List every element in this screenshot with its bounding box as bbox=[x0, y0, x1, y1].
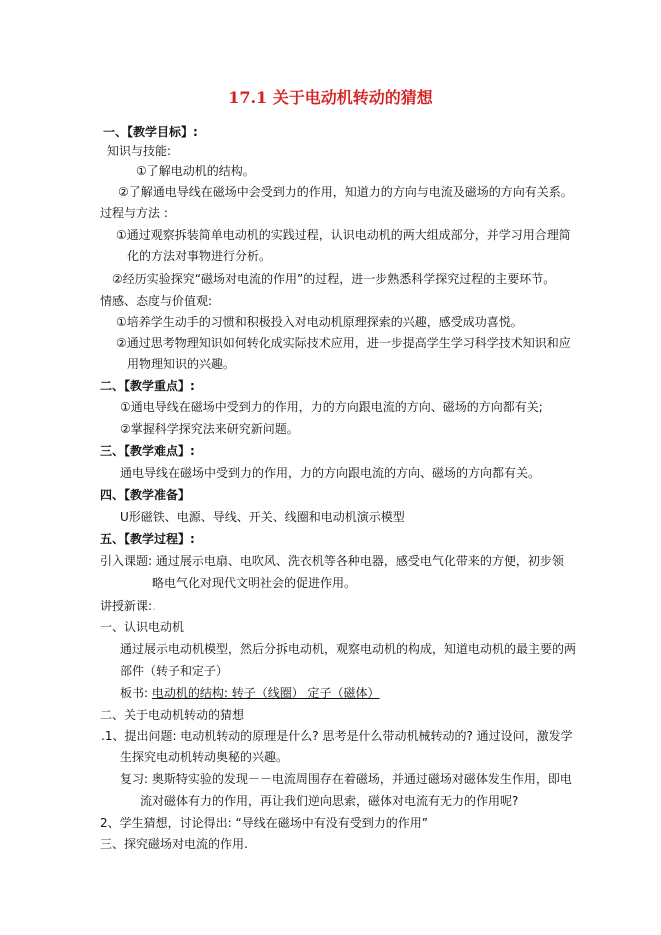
board-text: 电动机的结构: 转子（线圈） 定子（磁体） bbox=[151, 686, 380, 700]
part1-heading: 一、认识电动机 bbox=[100, 620, 185, 634]
new-lesson-dot: . bbox=[152, 599, 156, 613]
part2-heading: 二、关于电动机转动的猜想 bbox=[100, 708, 245, 722]
document-title: 17.1 关于电动机转动的猜想 bbox=[228, 88, 433, 107]
objectives-heading: 一、【教学目标】: bbox=[103, 125, 198, 139]
difficulties-heading: 三、【教学难点】: bbox=[100, 444, 195, 458]
preparation-item-1: U形磁铁、电源、导线、开关、线圈和电动机演示模型 bbox=[120, 510, 405, 524]
process-item-2: ②经历实验探究“磁场对电流的作用”的过程，进一步熟悉科学探究过程的主要环节。 bbox=[112, 272, 556, 286]
key-point-1: ①通电导线在磁场中受到力的作用，力的方向跟电流的方向、磁场的方向都有关; bbox=[120, 400, 543, 414]
process-item-1b: 化的方法对事物进行分析。 bbox=[127, 249, 272, 263]
new-lesson-label bbox=[100, 598, 156, 614]
review-b: 流对磁体有力的作用，再让我们逆向思索，磁体对电流有无力的作用呢? bbox=[140, 794, 519, 808]
emotion-item-2b: 用物理知识的兴趣。 bbox=[127, 357, 236, 371]
review-a: 复习: 奥斯特实验的发现－－电流周围存在着磁场，并通过磁场对磁体发生作用，即电 bbox=[120, 772, 572, 786]
emotion-item-1: ①培养学生动手的习惯和积极投入对电动机原理探索的兴趣，感受成功喜悦。 bbox=[116, 315, 523, 329]
question-2: 2、学生猜想，讨论得出: “导线在磁场中有没有受到力的作用” bbox=[100, 816, 428, 830]
part3-heading: 三、探究磁场对电流的作用. bbox=[100, 837, 248, 851]
process-label: 过程与方法 : bbox=[100, 206, 168, 220]
new-lesson-text: 讲授新课: bbox=[100, 599, 153, 613]
key-points-heading: 二、【教学重点】: bbox=[100, 379, 195, 393]
board-note bbox=[120, 685, 380, 701]
difficulty-1: 通电导线在磁场中受到力的作用，力的方向跟电流的方向、磁场的方向都有关。 bbox=[120, 466, 541, 480]
knowledge-label: 知识与技能: bbox=[107, 144, 172, 158]
process-heading: 五、【教学过程】: bbox=[100, 532, 195, 546]
process-item-1a: ①通过观察拆装简单电动机的实践过程，认识电动机的两大组成部分，并学习用合理简 bbox=[116, 228, 571, 242]
emotion-item-2a: ②通过思考物理知识如何转化成实际技术应用，进一步提高学生学习科学技术知识和应 bbox=[116, 336, 571, 350]
preparation-heading: 四、【教学准备】 bbox=[100, 488, 191, 502]
emotion-label: 情感、态度与价值观: bbox=[100, 294, 213, 308]
board-label: 板书: bbox=[120, 686, 149, 700]
intro-line-b: 略电气化对现代文明社会的促进作用。 bbox=[152, 576, 357, 590]
question-1-a: .1、提出问题: 电动机转动的原理是什么? 思考是什么带动机械转动的? 通过设问，激发学 bbox=[101, 729, 573, 743]
part1-text-b: 部件（转子和定子） bbox=[120, 664, 229, 678]
knowledge-item-1: ①了解电动机的结构。 bbox=[136, 164, 255, 178]
intro-line-a: 引入课题: 通过展示电扇、电吹风、洗衣机等各种电器，感受电气化带来的方便，初步领 bbox=[100, 554, 564, 568]
key-point-2: ②掌握科学探究法来研究新问题。 bbox=[120, 422, 299, 436]
knowledge-item-2: ②了解通电导线在磁场中会受到力的作用，知道力的方向与电流及磁场的方向有关系。 bbox=[118, 185, 573, 199]
question-1-b: 生探究电动机转动奥秘的兴趣。 bbox=[120, 750, 289, 764]
part1-text-a: 通过展示电动机模型，然后分拆电动机，观察电动机的构成，知道电动机的最主要的两 bbox=[120, 642, 577, 656]
